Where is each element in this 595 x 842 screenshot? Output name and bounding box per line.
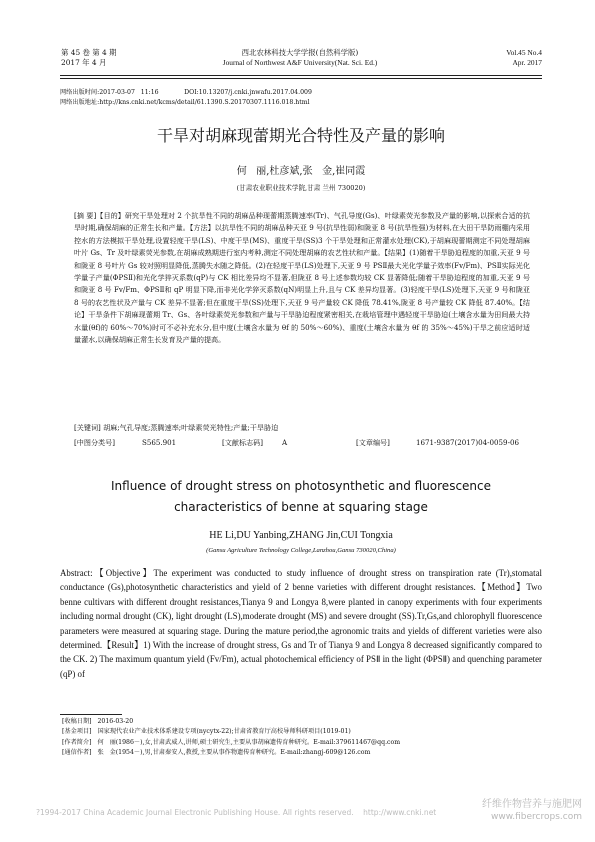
publish-info xyxy=(60,88,542,109)
header-rule-thin xyxy=(60,78,542,79)
journal-volume-issue xyxy=(61,48,181,68)
footnote-first-author: [作者简介] 何 丽(1986－),女,甘肃武威人,讲师,硕士研究生,主要从事胡麻遗传育种研究。E-mail:379611467@qq.com xyxy=(62,738,401,746)
clc-value: S565.901 xyxy=(142,438,177,447)
date-en: Apr. 2017 xyxy=(512,58,542,67)
keywords-cn: [关键词] 胡麻;气孔导度;蒸腾速率;叶绿素荧光特性;产量;干旱胁迫 xyxy=(74,423,279,432)
footnote-rule xyxy=(60,714,122,715)
title-en-line1: Influence of drought stress on photosynthetic and fluorescence xyxy=(110,479,492,493)
journal-name-en: Journal of Northwest A&F University(Nat. Sci. Ed.) xyxy=(222,58,378,67)
title-en-line2: characteristics of benne at squaring stage xyxy=(174,500,428,514)
publish-url: 网络出版地址:http://kns.cnki.net/kcms/detail/61.1390.S.20170307.1116.018.html xyxy=(60,99,310,107)
journal-name-cn: 西北农林科技大学学报(自然科学版) xyxy=(241,48,359,57)
publish-time-doi: 网络出版时间:2017-03-07 11:16 DOI:10.13207/j.cnki.jnwafu.2017.04.009 xyxy=(60,89,312,96)
clc-label: [中图分类号] xyxy=(74,438,116,447)
doc-code-value: A xyxy=(282,438,288,447)
classification-row xyxy=(74,437,530,450)
abstract-en: Abstract:【Objective】The experiment was conducted to study influence of drought stress on transpiration rate (Tr),stomatal conductance (Gs),photosynthetic characteristics and yield of 2 benne varieties with different drought resistances.【Method】Two benne cultivars with different drought resistances,Tianya 9 and Longya 8,were planted in canopy experiments with four experiments including normal drought (CK), light drought (LS),moderate drought (MS) and severe drought (SS).Tr,Gs,and chlorophyll fluorescence parameters were measured at squaring stage. During the mature period,the agronomic traits and yields of different varieties were also determined.【Result】1) With the increase of drought stress, Gs and Tr of Tianya 9 and Longya 8 decreased significantly compared to the CK. 2) The maximum quantum yield (Fv/Fm), actual photochemical efficiency of PSⅡ in the light (ΦPSⅡ) and quenching parameter (qP) of xyxy=(60,568,542,679)
authors-cn: 何 丽,杜彦斌,张 金,崔同霞 xyxy=(236,166,366,177)
journal-volume-en xyxy=(440,48,542,68)
abstract-cn: [摘 要]【目的】研究干旱处理对 2 个抗旱性不同的胡麻品种现蕾期蒸腾速率(Tr)、气孔导度(Gs)、叶绿素荧光参数及产量的影响,以探索合适的抗旱时期,确保胡麻的正常生长和产量。【方法】以抗旱性不同的胡麻品种天亚 9 号(抗旱性弱)和陇亚 8 号(抗旱性强)为材料,在大田干旱防雨棚内采用控水的方法模拟干旱处理,设置轻度干旱(LS)、中度干旱(MS)、重度干旱(SS)3 个干旱处理和正常灌水处理(CK),于胡麻现蕾期测定不同处理胡麻叶片 Gs、Tr 及叶绿素荧光参数,在胡麻成熟期进行室内考种,测定不同处理胡麻的农艺性状和产量。【结果】(1)随着干旱胁迫程度的加重,天亚 9 号和陇亚 8 号叶片 Gs 较对照明显降低,蒸腾失水随之降低。(2)在轻度干旱(LS)处理下,天亚 9 号 PSⅡ最大光化学量子效率(Fv/Fm)、PSⅡ实际光化学量子产量(ΦPSⅡ)和光化学猝灭系数(qP)与 CK 相比差异均不显著,但陇亚 8 号上述参数均较 CK 显著降低;随着干旱胁迫程度的加重,天亚 9 号和陇亚 8 号 Fv/Fm、ΦPSⅡ和 qP 明显下降,而非光化学猝灭系数(qN)明显上升,且与 CK 差异均显著。(3)轻度干旱(LS)处理下,天亚 9 号和陇亚 8 号的农艺性状及产量与 CK 差异不显著;但在重度干旱(SS)处理下,天亚 9 号产量较 CK 降低 78.41%,陇亚 8 号产量较 CK 降低 87.40%。【结论】干旱条件下胡麻现蕾期 Tr、Gs、各叶绿素荧光参数和产量与干旱胁迫程度紧密相关,在栽培管理中遇轻度干旱胁迫(土壤含水量为田间最大持水量(θf)的 60%～70%)时可不必补充水分,但中度(土壤含水量为 θf 的 50%～60%)、重度(土壤含水量为 θf 的 35%～45%)干旱之前应适时适量灌水,以确保胡麻正常生长发育及产量的提高。 xyxy=(74,211,530,345)
footnotes xyxy=(62,717,542,758)
article-id-label: [文章编号] xyxy=(356,438,390,447)
watermark-cn: 纤维作物营养与施肥网 xyxy=(482,799,582,810)
volume-no-en: Vol.45 No.4 xyxy=(506,48,542,57)
article-id-value: 1671-9387(2017)04-0059-06 xyxy=(416,438,519,447)
authors-en: HE Li,DU Yanbing,ZHANG Jin,CUI Tongxia xyxy=(209,530,393,541)
volume-issue: 第 45 卷 第 4 期 xyxy=(61,48,117,57)
footer-copyright: ?1994-2017 China Academic Journal Electronic Publishing House. All rights reserved. http://www.cnki.net xyxy=(36,808,437,817)
journal-name xyxy=(180,48,420,68)
watermark-url: www.fibercrops.com xyxy=(491,812,582,822)
footnote-funding: [基金项目] 国家现代农业产业技术体系建设专项(nycytx-22);甘肃省教育厅高校导师科研项目(1019-01) xyxy=(62,728,351,736)
doc-code-label: [文献标志码] xyxy=(222,438,264,447)
title-cn: 干旱对胡麻现蕾期光合特性及产量的影响 xyxy=(156,126,445,145)
affiliation-cn: (甘肃农业职业技术学院,甘肃 兰州 730020) xyxy=(236,184,366,192)
header-rule xyxy=(60,75,542,76)
watermark-logo xyxy=(462,798,582,823)
footnote-received: [收稿日期] 2016-03-20 xyxy=(62,718,134,725)
title-en xyxy=(60,476,542,518)
affiliation-en: (Gansu Agriculture Technology College,Lanzhou,Gansu 730020,China) xyxy=(206,547,396,554)
issue-date: 2017 年 4 月 xyxy=(61,58,107,67)
footnote-corresponding-author: [通信作者] 张 金(1954－),男,甘肃秦安人,教授,主要从事作物遗传育种研究。E-mail:zhangj-609@126.com xyxy=(62,748,371,756)
